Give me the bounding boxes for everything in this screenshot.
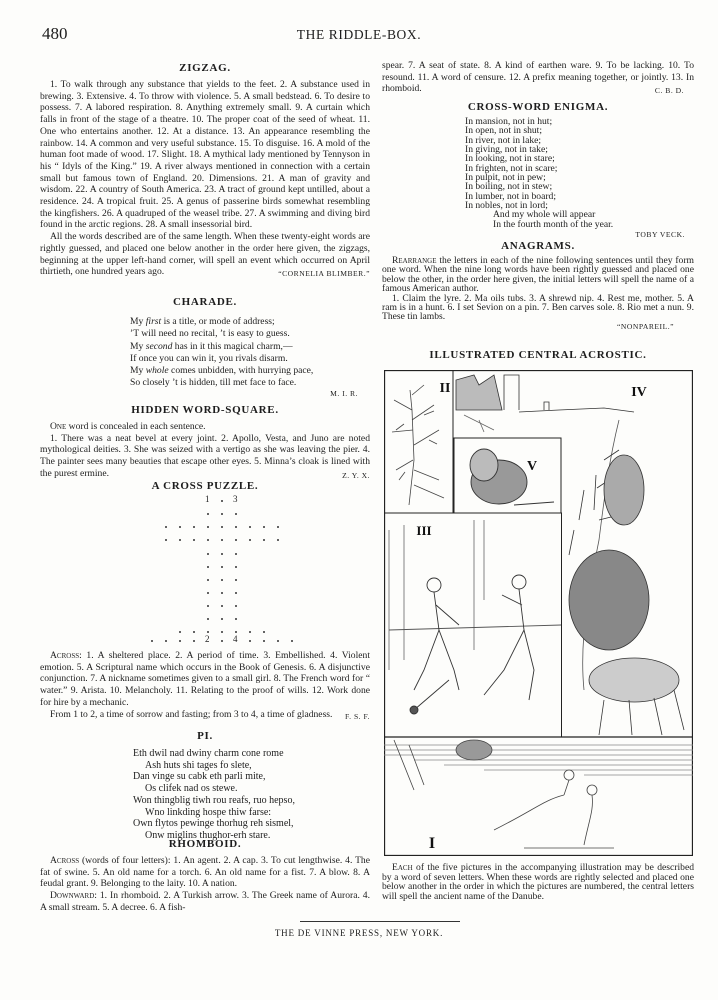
grid-cell-dot	[221, 579, 223, 581]
panel-v-sketch	[470, 449, 554, 505]
grid-cell-dot	[235, 631, 237, 633]
grid-number: 1	[205, 494, 210, 504]
rhomboid-across: (words of four letters): 1. An agent. 2. A cap. 3. To cut lengthwise. 4. The fat of swine. 5. An old name for a torch. 6. An old name for a fist. 7. A blow. 8. A feudal grant. 9. Belonging to the laity. 10. A nation.	[40, 855, 370, 890]
pi-line: Eth dwil nad dwiny charm cone rome	[133, 748, 284, 759]
grid-cell-dot	[221, 513, 223, 515]
panel-i-sketch	[384, 740, 693, 848]
printer-footer: THE DE VINNE PRESS, NEW YORK.	[274, 928, 444, 938]
anagrams-clues: 1. Claim the lyre. 2. Ma oils tubs. 3. A shrewd nip. 4. Rest me, mother. 5. A ram is in a hunt. 6. I set Sevion on a pin. 7. Ben carves sole. 8. Rio met a nun. 9. These tin lambs.	[382, 292, 694, 323]
zigzag-clues: 1. To walk through any substance that yields to the feet. 2. A substance used in brewing. 3. Extensive. 4. To throw with violence. 5. A small bedstead. 6. To desire to possess. 7. A labored respiration. 8. Anything extremely small. 9. A curtain which falls in front of the stage of a theatre. 10. The proper coat of the seed of wheat. 11. One who entertains another. 12. At a distance. 13. An appearance resembling the rainbow. 14. A common and very useful substance. 15. To disguise. 16. A mold of the human foot made of wood. 17. Slight. 18. A mythical lady mentioned by Tennyson in his “ Idyls of the King.” 19. A river always mentioned in connection with a certain small but famous town of England. 20. Dimensions. 21. A man of gravity and wisdom. 22. A country of South America. 23. A tract of ground kept untilled, about a residence. 24. A tropical fruit. 25. A genus of passerine birds somewhat resembling the kingfishers. 26. A quadruped of the weasel tribe. 27. A swimming and diving bird found in the arctic regions. 28. A small insessorial bird.	[40, 79, 370, 231]
rhomboid-across-lead: Across	[50, 855, 80, 866]
rhomboid-downward: : 1. In rhomboid. 2. A Turkish arrow. 3. The Greek name of Aurora. 4. A small stream. 5. A decree. 6. A fish-	[40, 890, 370, 913]
grid-number: 4	[233, 634, 238, 644]
grid-cell-dot	[249, 640, 251, 642]
rhomboid-body	[40, 855, 370, 914]
grid-cell-dot	[165, 526, 167, 528]
pi-line: Os clifek nad os stewe.	[145, 783, 238, 795]
panel-ii-sketch	[392, 385, 444, 505]
grid-cell-dot	[179, 539, 181, 541]
cross-puzzle-body	[40, 650, 370, 722]
acrostic-caption	[382, 863, 694, 901]
numeral-i: I	[428, 835, 436, 852]
rhomboid-continuation	[382, 60, 694, 97]
grid-cell-dot	[249, 631, 251, 633]
anagrams-intro-lead: Rearrange	[392, 255, 437, 266]
charade-emphasis: first	[145, 316, 162, 327]
running-title: THE RIDDLE-BOX.	[296, 27, 422, 42]
grid-cell-dot	[151, 640, 153, 642]
zigzag-instructions-text: All the words described are of the same length. When these twenty-eight words are rightly guessed, and placed one below another in the order here given, the zigzags, beginning at the upper left-hand corner, will spell an event which occurred on April thirtieth, one hundred years ago.	[40, 231, 370, 278]
hidden-clues: 1. There was a neat bevel at every joint. 2. Apollo, Vesta, and Juno are noted mythological deities. 3. She was seized with a vertigo as she was leaving the pier. 4. The painter sees many beauties that escape other eyes. 5. Minna’s cloak is lined with the purest ermine.	[40, 432, 370, 479]
enigma-line: In nobles, not in lord;	[465, 200, 548, 212]
grid-cell-dot	[221, 539, 223, 541]
across-lead: Across	[50, 650, 80, 661]
numeral-iii: III	[416, 523, 432, 538]
caption-text: of the five pictures in the accompanying illustration may be described by a word of seven letters. When these words are rightly selected and placed one below another in the order in which the pictures are numbered, the central letters will spell the ancient name of the Danube.	[382, 862, 694, 902]
grid-cell-dot	[179, 526, 181, 528]
charade-title: CHARADE.	[173, 296, 237, 308]
grid-cell-dot	[165, 539, 167, 541]
grid-cell-dot	[193, 631, 195, 633]
grid-cell-dot	[235, 566, 237, 568]
grid-cell-dot	[207, 553, 209, 555]
enigma-line: In the fourth month of the year.	[493, 218, 614, 230]
grid-cell-dot	[277, 526, 279, 528]
grid-cell-dot	[235, 618, 237, 620]
grid-cell-dot	[277, 539, 279, 541]
grid-cell-dot	[263, 631, 265, 633]
grid-cell-dot	[179, 640, 181, 642]
charade-text: ’T will need no recital, ’t is easy to guess.	[130, 328, 290, 340]
grid-cell-dot	[221, 640, 223, 642]
cross-signature: F. S. F.	[345, 711, 370, 721]
grid-cell-dot	[221, 566, 223, 568]
numeral-ii: II	[439, 381, 451, 396]
anagrams-signature: “NONPAREIL.”	[617, 321, 674, 331]
grid-cell-dot	[207, 526, 209, 528]
grid-cell-dot	[207, 605, 209, 607]
pi-line: Dan vinge su cabk eth parli mite,	[133, 771, 266, 783]
hidden-intro-lead: One	[50, 421, 67, 432]
charade-line	[130, 365, 313, 377]
enigma-line: In mansion, not in hut;	[465, 116, 553, 127]
grid-number: 3	[233, 494, 238, 504]
charade-line	[130, 341, 313, 353]
panel-iii-sketch	[389, 520, 561, 714]
across-clues: : 1. A sheltered place. 2. A period of time. 3. Embellished. 4. Violent emotion. 5. A Scriptural name which occurs in the Book of Genesis. 6. A disjunctive conjunction. 7. A nickname sometimes given to a small girl. 8. The French word for “ water.” 9. Arista. 10. Melancholy. 11. Relating to the proof of wills. 12. Work done for hire by a mechanic.	[40, 650, 370, 708]
charade-signature: M. I. R.	[330, 389, 358, 398]
grid-cell-dot	[235, 513, 237, 515]
grid-cell-dot	[235, 526, 237, 528]
grid-cell-dot	[249, 526, 251, 528]
grid-cell-dot	[221, 605, 223, 607]
charade-line	[130, 353, 313, 365]
charade-line	[130, 377, 313, 389]
grid-cell-dot	[235, 539, 237, 541]
grid-cell-dot	[235, 592, 237, 594]
enigma-poem	[465, 117, 613, 229]
grid-cell-dot	[221, 500, 223, 502]
pi-line: Onw miglins thughor-erh stare.	[145, 829, 271, 841]
cross-from-to: From 1 to 2, a time of sorrow and fasting; from 3 to 4, a time of gladness.	[50, 708, 333, 720]
enigma-signature: TOBY VECK.	[635, 230, 685, 239]
charade-line	[130, 316, 313, 328]
enigma-line: In boiling, not in stew;	[465, 181, 553, 193]
acrostic-title: ILLUSTRATED CENTRAL ACROSTIC.	[429, 349, 647, 361]
grid-cell-dot	[193, 539, 195, 541]
zigzag-signature: “CORNELIA BLIMBER.”	[278, 269, 370, 279]
anagrams-intro: the letters in each of the nine following sentences until they form one word. When the nine long words have been rightly guessed and placed one below the other, in the order here given, the initial letters will spell the name of a famous American author.	[382, 255, 694, 295]
hidden-word-square-title: HIDDEN WORD-SQUARE.	[131, 404, 279, 416]
grid-cell-dot	[221, 592, 223, 594]
footer-rule	[300, 921, 460, 922]
charade-text: is a title, or mode of address;	[161, 316, 275, 327]
hidden-signature: Z. Y. X.	[342, 470, 370, 480]
grid-number: 2	[205, 634, 210, 644]
enigma-line: In open, not in shut;	[465, 125, 543, 137]
grid-cell-dot	[207, 579, 209, 581]
pi-title: PI.	[197, 730, 213, 742]
anagrams-body	[382, 256, 694, 331]
grid-cell-dot	[221, 631, 223, 633]
charade-emphasis: second	[145, 340, 173, 352]
grid-cell-dot	[193, 640, 195, 642]
pi-line: Won thingblig tiwh rou reafs, ruo hepso,	[133, 794, 295, 806]
grid-cell-dot	[263, 640, 265, 642]
castle-sketch	[456, 375, 634, 432]
charade-text: My	[130, 365, 146, 377]
grid-cell-dot	[291, 640, 293, 642]
zigzag-title: ZIGZAG.	[179, 62, 231, 74]
page-number: 480	[42, 24, 68, 43]
charade-line	[130, 328, 313, 340]
charade-text: comes unbidden, with hurrying pace,	[168, 365, 314, 377]
cross-puzzle-title: A CROSS PUZZLE.	[151, 480, 259, 492]
grid-cell-dot	[207, 631, 209, 633]
rhomboid-downward-lead: Downward	[50, 890, 95, 902]
zigzag-instructions	[40, 231, 370, 278]
pi-poem	[133, 748, 295, 842]
grid-cell-dot	[207, 513, 209, 515]
enigma-line: And my whole will appear	[493, 209, 596, 221]
enigma-line: In lumber, not in board;	[465, 190, 557, 202]
charade-text: has in it this magical charm,—	[172, 340, 293, 352]
grid-cell-dot	[207, 566, 209, 568]
grid-cell-dot	[165, 640, 167, 642]
enigma-line: In pulpit, not in pew;	[465, 172, 546, 184]
enigma-line: In river, not in lake;	[465, 134, 542, 146]
grid-cell-dot	[193, 526, 195, 528]
grid-cell-dot	[207, 592, 209, 594]
anagrams-title: ANAGRAMS.	[501, 240, 575, 252]
grid-cell-dot	[235, 605, 237, 607]
hidden-word-square-body	[40, 421, 370, 482]
rhomboid-title: RHOMBOID.	[168, 838, 242, 850]
panel-iv-sketch	[569, 420, 684, 735]
enigma-line: In giving, not in take;	[465, 144, 548, 156]
rhomboid-signature: C. B. D.	[654, 86, 684, 96]
pi-line: Wno linkding hospe thiw farse:	[145, 806, 272, 818]
grid-cell-dot	[221, 553, 223, 555]
pi-line: Own flytos pewinge thorhug reh sismel,	[133, 818, 294, 830]
charade-poem	[130, 316, 313, 390]
acrostic-illustration	[384, 370, 693, 856]
charade-text: If once you can win it, you rivals disarm.	[130, 352, 288, 364]
hidden-intro: word is concealed in each sentence.	[66, 421, 206, 432]
rhomboid-downward-cont: spear. 7. A seat of state. 8. A kind of earthen ware. 9. To be lacking. 10. To resound. 11. A word of censure. 12. A prefix meaning together, or jointly. 13. In rhomboid.	[382, 60, 694, 95]
grid-cell-dot	[207, 618, 209, 620]
grid-cell-dot	[179, 631, 181, 633]
pi-line: Ash huts shi tages fo slete,	[145, 759, 252, 771]
grid-cell-dot	[221, 526, 223, 528]
grid-cell-dot	[249, 539, 251, 541]
grid-cell-dot	[235, 553, 237, 555]
charade-emphasis: whole	[145, 365, 169, 377]
charade-text: So closely ’t is hidden, till met face to face.	[130, 377, 297, 389]
charade-text: My	[130, 316, 146, 327]
grid-cell-dot	[277, 640, 279, 642]
enigma-line: In frighten, not in scare;	[465, 162, 558, 174]
caption-lead: Each	[392, 862, 413, 873]
grid-cell-dot	[263, 539, 265, 541]
grid-cell-dot	[263, 526, 265, 528]
cross-word-enigma-title: CROSS-WORD ENIGMA.	[467, 101, 609, 113]
grid-cell-dot	[207, 539, 209, 541]
grid-cell-dot	[221, 618, 223, 620]
enigma-line: In looking, not in stare;	[465, 153, 555, 165]
grid-cell-dot	[235, 579, 237, 581]
charade-text: My	[130, 340, 146, 352]
numeral-v: V	[526, 459, 538, 474]
zigzag-body	[40, 79, 370, 280]
numeral-iv: IV	[631, 385, 647, 400]
